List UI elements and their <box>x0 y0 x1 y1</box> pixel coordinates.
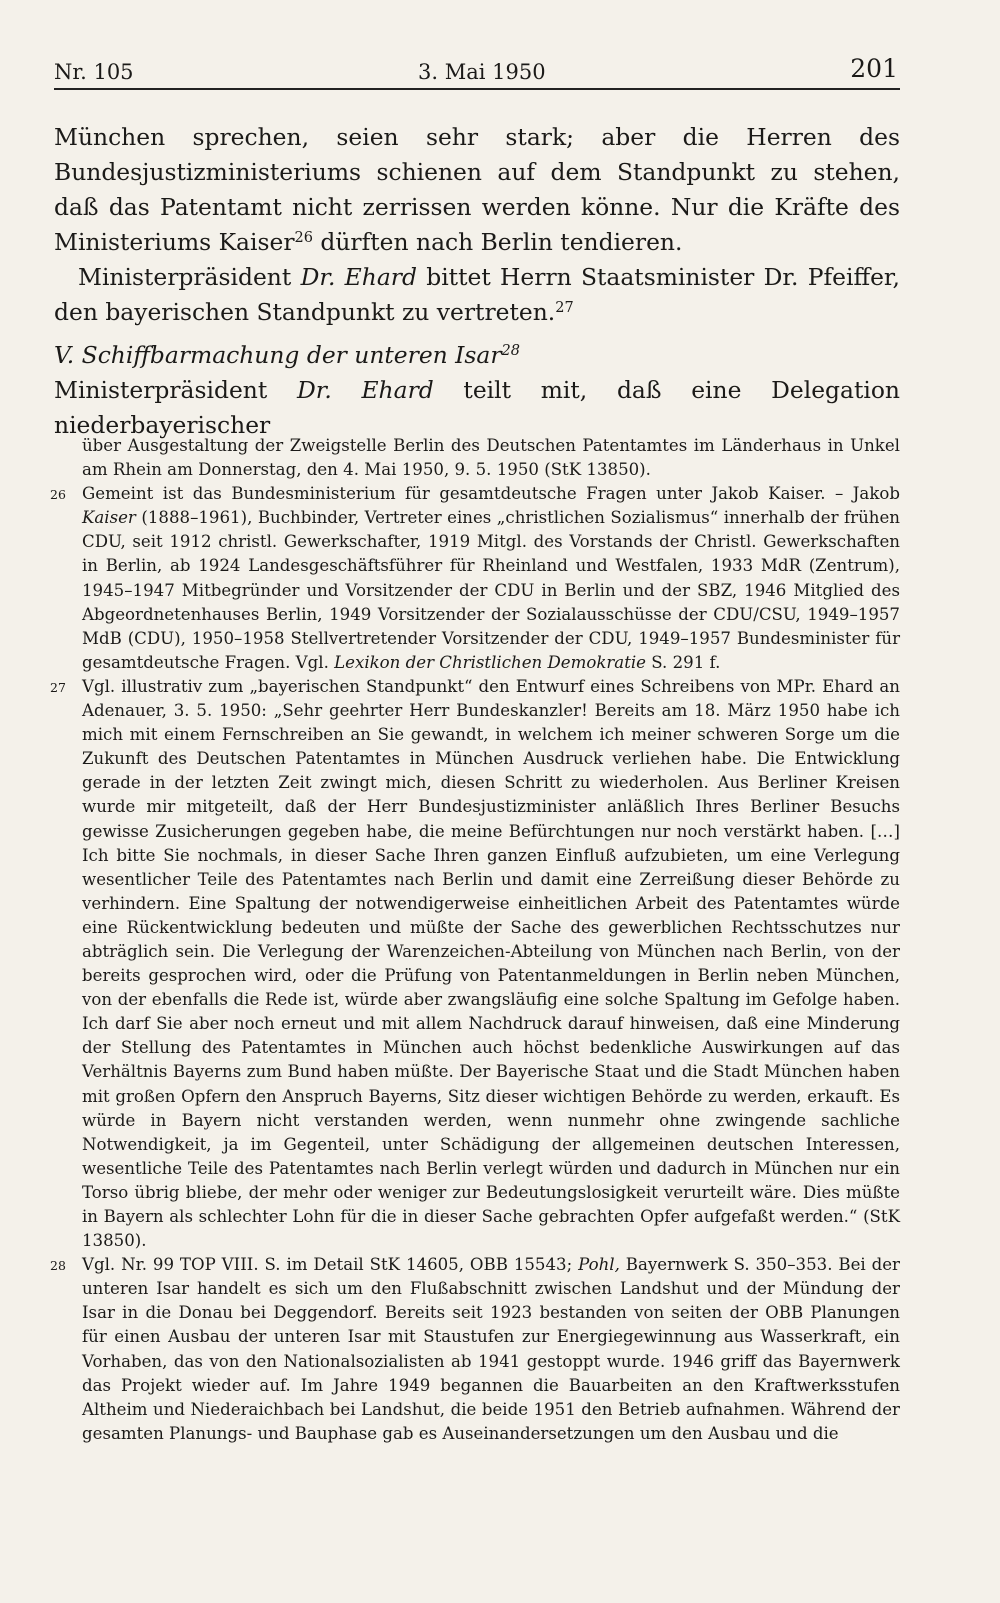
speaker-name: Dr. Ehard <box>300 263 417 291</box>
main-text <box>54 120 900 443</box>
speaker-name: Dr. Ehard <box>296 376 434 404</box>
footnotes <box>50 434 900 1446</box>
paragraph-continuation: München sprechen, seien sehr stark; aber die Herren des Bundesjustizministeriums schienen auf dem Standpunkt zu stehen, daß das Patentamt nicht zerrissen werden könne. Nur die Kräfte des Ministeriums Kaiser$^{26}$ dürften nach Berlin tendieren. <box>54 123 900 256</box>
paragraph-ehard-pfeiffer: Ministerpräsident Dr. Ehard bittet Herrn Staatsminister Dr. Pfeiffer, den bayerischen Standpunkt zu vertreten.$^{27}$ <box>54 263 900 326</box>
footnote-number: 28 <box>50 1258 66 1274</box>
page-header <box>54 54 900 90</box>
footnote-28: 28 Vgl. Nr. 99 TOP VIII. S. im Detail StK 14605, OBB 15543; Pohl, Bayernwerk S. 350–353. Bei der unteren Isar handelt es sich um den Flußabschnitt zwischen Landshut und der Mündung der Isar in die Donau bei Deggendorf. Bereits seit 1923 bestanden von seiten der OBB Planungen für einen Ausbau der unteren Isar mit Staustufen zur Energiegewinnung aus Wasserkraft, ein Vorhaben, das von den Nationalsozialisten ab 1941 gestoppt wurde. 1946 griff das Bayernwerk das Projekt wieder auf. Im Jahre 1949 begannen die Bauarbeiten an den Kraftwerksstufen Altheim und Niederaichbach bei Landshut, die beide 1951 den Betrieb aufnahmen. Während der gesamten Planungs- und Bauphase gab es Auseinandersetzungen um den Ausbau und die <box>50 1255 900 1443</box>
footnote-number: 27 <box>50 679 66 695</box>
document-number: Nr. 105 <box>54 60 134 84</box>
page-number: 201 <box>850 54 898 83</box>
footnote-continuation: über Ausgestaltung der Zweigstelle Berlin des Deutschen Patentamtes im Länderhaus in Unkel am Rhein am Donnerstag, den 4. Mai 1950, 9. 5. 1950 (StK 13850). <box>82 436 900 480</box>
footnote-ref-27: 27 <box>555 300 574 317</box>
book-title: Lexikon der Christlichen Demokratie <box>334 652 646 672</box>
footnote-number: 26 <box>50 487 66 503</box>
footnote-ref-28: 28 <box>501 343 520 360</box>
footnote-26: 26 Gemeint ist das Bundesministerium für gesamtdeutsche Fragen unter Jakob Kaiser. – Jakob Kaiser (1888–1961), Buchbinder, Vertreter eines „christlichen Sozialismus“ innerhalb der frühen CDU, seit 1912 christl. Gewerkschafter, 1919 Mitgl. des Vorstands der Christl. Gewerkschaften in Berlin, ab 1924 Landesgeschäftsführer für Rheinland und Westfalen, 1933 MdR (Zentrum), 1945–1947 Mitbegründer und Vorsitzender der CDU in Berlin und der SBZ, 1946 Mitglied des Abgeordnetenhauses Berlin, 1949 Vorsitzender der Sozialausschüsse der CDU/CSU, 1949–1957 MdB (CDU), 1950–1958 Stellvertretender Vorsitzender der CDU, 1949–1957 Bundesminister für gesamtdeutsche Fragen. Vgl. Lexikon der Christlichen Demokratie S. 291 f. <box>50 484 900 672</box>
header-date: 3. Mai 1950 <box>418 60 546 84</box>
paragraph-delegation: Ministerpräsident Dr. Ehard teilt mit, daß eine Delegation niederbayerischer <box>54 376 900 439</box>
section-heading: V. Schiffbarmachung der unteren Isar$^{28}$ <box>54 341 520 369</box>
footnote-27: 27 Vgl. illustrativ zum „bayerischen Standpunkt“ den Entwurf eines Schreibens von MPr. Ehard an Adenauer, 3. 5. 1950: „Sehr geehrter Herr Bundeskanzler! Bereits am 18. März 1950 habe ich mich mit einem Fernschreiben an Sie gewandt, in welchem ich meiner schweren Sorge um die Zukunft des Deutschen Patentamtes in München Ausdruck verliehen habe. Die Entwicklung gerade in der letzten Zeit zwingt mich, diesen Schritt zu wiederholen. Aus Berliner Kreisen wurde mir mitgeteilt, daß der Herr Bundesjustizminister anläßlich Ihres Berliner Besuchs gewisse Zusicherungen gegeben habe, die meine Befürchtungen nur noch verstärkt haben. […] Ich bitte Sie nochmals, in dieser Sache Ihren ganzen Einfluß aufzubieten, um eine Verlegung wesentlicher Teile des Patentamtes nach Berlin und damit eine Zerreißung dieser Behörde zu verhindern. Eine Spaltung der notwendigerweise einheitlichen Arbeit des Patentamtes würde eine Rückentwicklung bedeuten und müßte der Sache des gewerblichen Rechtsschutzes nur abträglich sein. Die Verlegung der Warenzeichen-Abteilung von München nach Berlin, von der bereits gesprochen wird, oder die Prüfung von Patentanmeldungen in Berlin neben München, von der ebenfalls die Rede ist, würde aber zwangsläufig eine solche Spaltung im Gefolge haben. Ich darf Sie aber noch erneut und mit allem Nachdruck darauf hinweisen, daß eine Minderung der Stellung des Patentamtes in München auch höchst bedenkliche Auswirkungen auf das Verhältnis Bayerns zum Bund haben müßte. Der Bayerische Staat und die Stadt München haben mit großen Opfern den Anspruch Bayerns, Sitz dieser wichtigen Behörde zu werden, erkauft. Es würde in Bayern nicht verstanden werden, wenn nunmehr ohne zwingende sachliche Notwendigkeit, ja im Gegenteil, unter Schädigung der allgemeinen deutschen Interessen, wesentliche Teile des Patentamtes nach Berlin verlegt würden und dadurch in München nur ein Torso übrig bliebe, der mehr oder weniger zur Bedeutungslosigkeit verurteilt wäre. Dies müßte in Bayern als schlechter Lohn für die in dieser Sache gebrachten Opfer aufgefaßt werden.“ (StK 13850). <box>50 676 900 1251</box>
footnote-ref-26: 26 <box>294 230 313 247</box>
